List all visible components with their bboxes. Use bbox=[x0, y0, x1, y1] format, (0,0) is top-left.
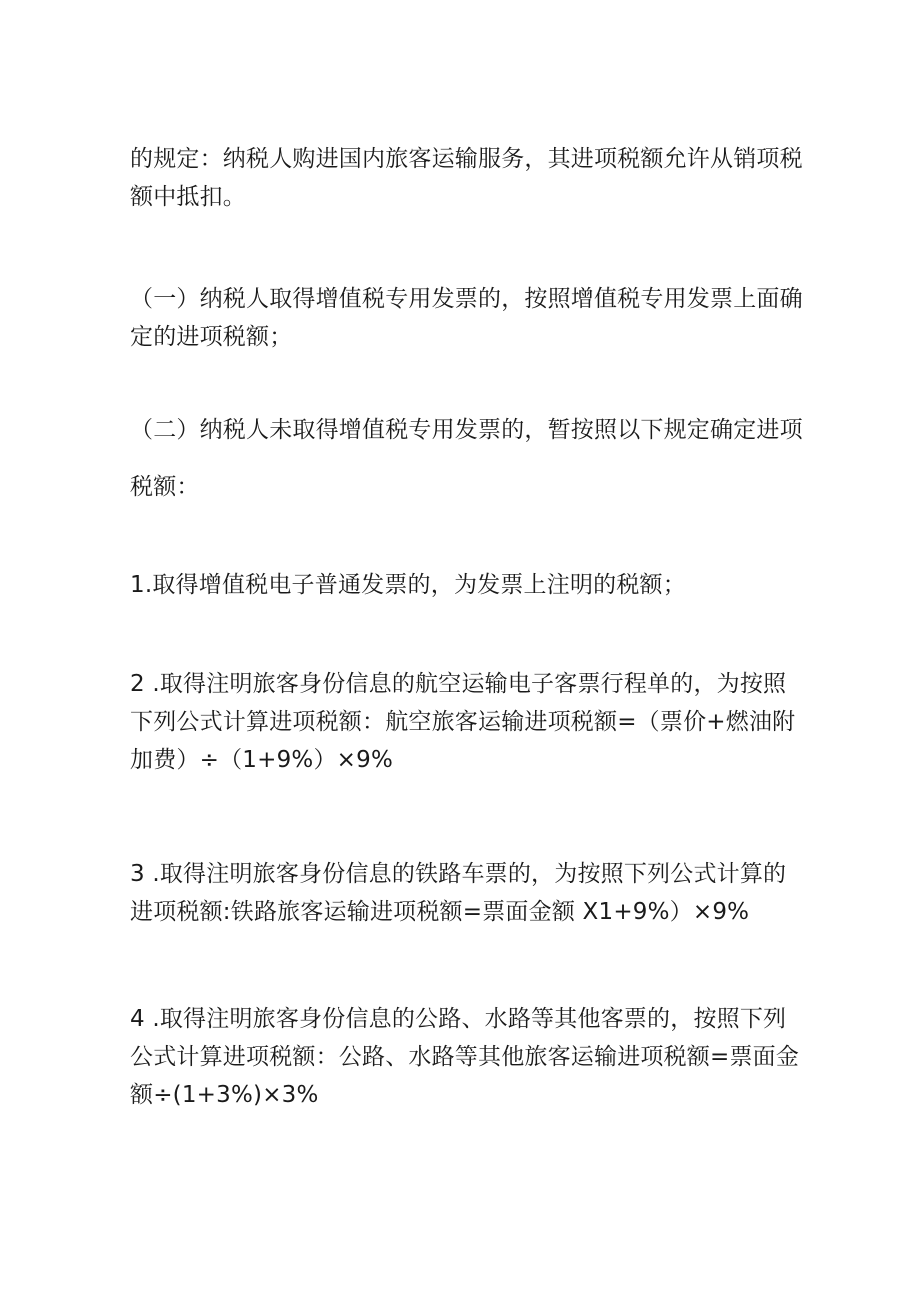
text-line: 公式计算进项税额：公路、水路等其他旅客运输进项税额=票面金 bbox=[130, 1044, 800, 1070]
text-line: （二）纳税人未取得增值税专用发票的，暂按照以下规定确定进项 bbox=[130, 417, 803, 443]
text-line: 定的进项税额； bbox=[130, 324, 293, 350]
paragraph-rule-4 bbox=[130, 1000, 800, 1114]
text-line: 的规定：纳税人购进国内旅客运输服务，其进项税额允许从销项税 bbox=[130, 146, 803, 172]
paragraph-item-2 bbox=[130, 411, 803, 506]
text-line: 税额： bbox=[130, 474, 200, 500]
text-line: 额÷(1+3%)×3% bbox=[130, 1082, 319, 1108]
paragraph-rule-1 bbox=[130, 566, 795, 604]
text-line: （一）纳税人取得增值税专用发票的，按照增值税专用发票上面确 bbox=[130, 286, 803, 312]
paragraph-rule-3 bbox=[130, 855, 795, 931]
text-line: 3 .取得注明旅客身份信息的铁路车票的，为按照下列公式计算的 bbox=[130, 861, 787, 887]
text-line: 4 .取得注明旅客身份信息的公路、水路等其他客票的，按照下列 bbox=[130, 1006, 787, 1032]
paragraph-intro bbox=[130, 140, 803, 216]
paragraph-rule-2 bbox=[130, 665, 795, 779]
text-line: 2 .取得注明旅客身份信息的航空运输电子客票行程单的，为按照 bbox=[130, 671, 787, 697]
text-line: 下列公式计算进项税额：航空旅客运输进项税额=（票价+燃油附 bbox=[130, 709, 796, 735]
text-line: 加费）÷（1+9%）×9% bbox=[130, 747, 394, 773]
text-line: 额中抵扣。 bbox=[130, 184, 246, 210]
text-line: 进项税额:铁路旅客运输进项税额=票面金额 X1+9%）×9% bbox=[130, 899, 750, 925]
text-line: 1.取得增值税电子普通发票的，为发票上注明的税额； bbox=[130, 572, 686, 598]
paragraph-item-1 bbox=[130, 280, 803, 356]
